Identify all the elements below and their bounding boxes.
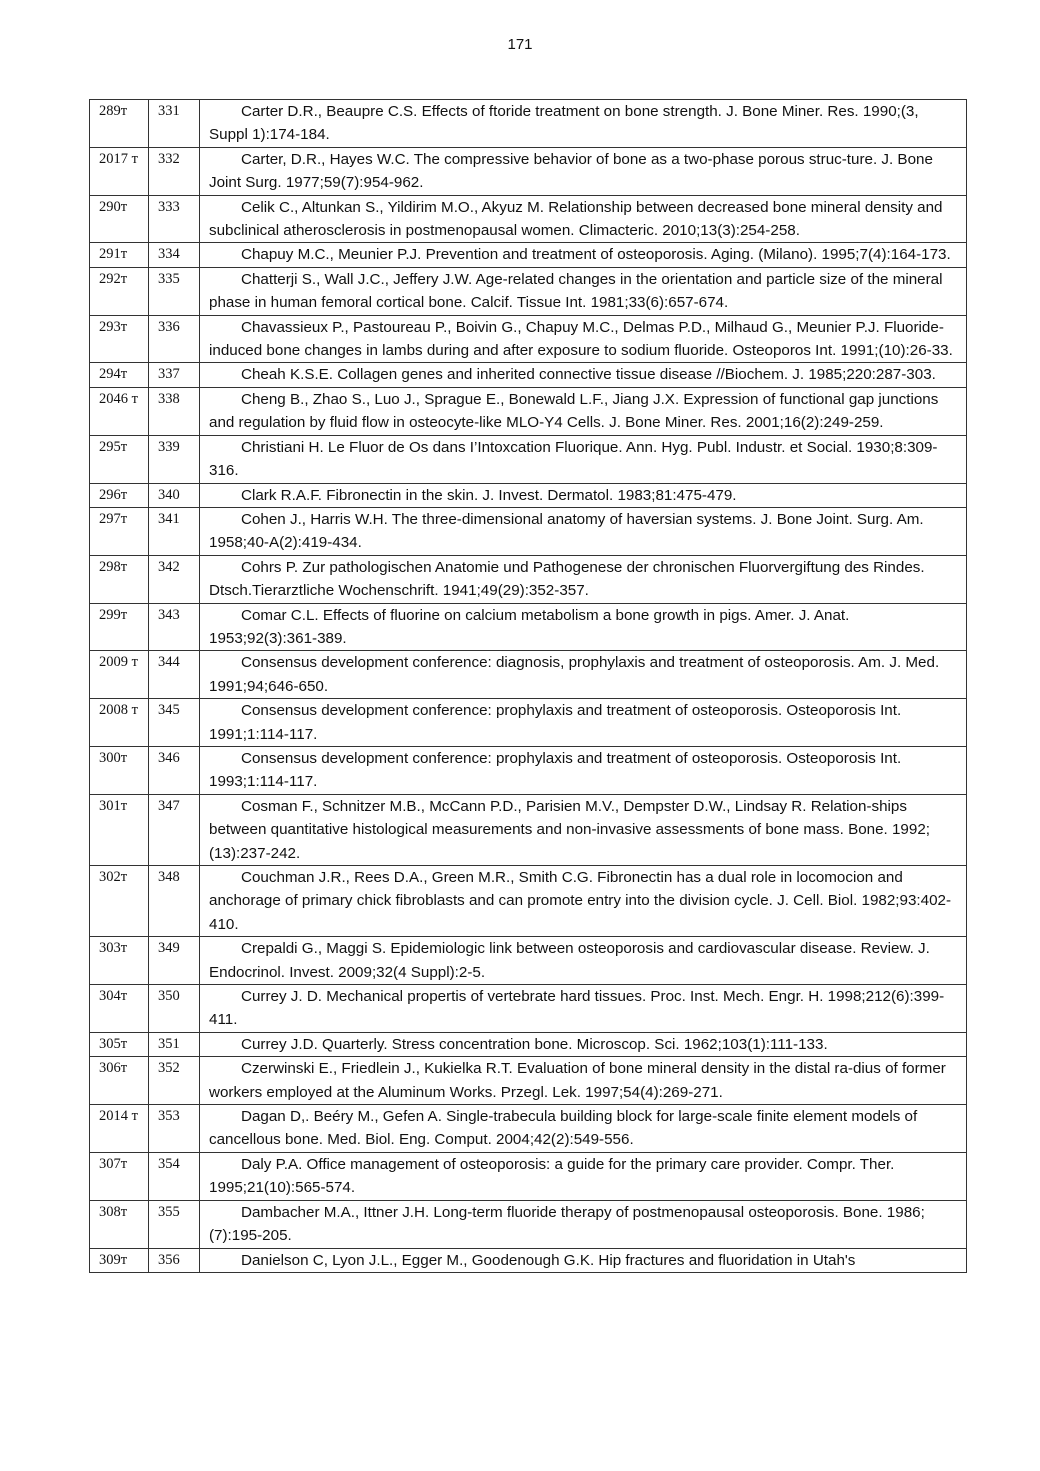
source-code: 305т bbox=[99, 1035, 128, 1052]
reference-number-cell bbox=[149, 937, 200, 985]
reference-text: Czerwinski E., Friedlein J., Kukielka R.T. Evaluation of bone mineral density in the distal ra-dius of former workers employed at the Aluminum Works. Przegl. Lek. 1997;54(4):269-271. bbox=[209, 1060, 946, 1101]
reference-number-cell bbox=[149, 483, 200, 507]
reference-number-cell bbox=[149, 603, 200, 651]
reference-text-cell bbox=[200, 603, 967, 651]
reference-number-cell bbox=[149, 651, 200, 699]
reference-number: 354 bbox=[158, 1155, 180, 1172]
reference-number: 333 bbox=[158, 198, 180, 215]
reference-text-cell bbox=[200, 387, 967, 435]
source-code-cell bbox=[90, 937, 149, 985]
reference-text: Cohen J., Harris W.H. The three-dimensional anatomy of haversian systems. J. Bone Joint. Surg. Am. 1958;40-A(2):419-434. bbox=[209, 510, 924, 552]
reference-number-cell bbox=[149, 363, 200, 387]
reference-text-cell bbox=[200, 746, 967, 794]
source-code: 308т bbox=[99, 1203, 128, 1220]
reference-text-cell bbox=[200, 985, 967, 1033]
reference-number: 342 bbox=[158, 558, 180, 575]
table-row bbox=[90, 483, 967, 507]
source-code-cell bbox=[90, 555, 149, 603]
reference-number: 340 bbox=[158, 486, 180, 503]
source-code-cell bbox=[90, 363, 149, 387]
reference-number: 346 bbox=[158, 749, 180, 766]
reference-number: 341 bbox=[158, 510, 180, 527]
reference-number-cell bbox=[149, 195, 200, 243]
reference-number-cell bbox=[149, 147, 200, 195]
reference-number-cell bbox=[149, 435, 200, 483]
reference-number-cell bbox=[149, 1105, 200, 1153]
reference-number-cell bbox=[149, 1057, 200, 1105]
reference-text: Daly P.A. Office management of osteoporosis: a guide for the primary care provider. Compr. Ther. 1995;21(10):565-574. bbox=[209, 1155, 895, 1197]
source-code-cell bbox=[90, 100, 149, 148]
reference-number-cell bbox=[149, 387, 200, 435]
source-code-cell bbox=[90, 1032, 149, 1056]
source-code-cell bbox=[90, 866, 149, 937]
reference-table bbox=[89, 99, 967, 1273]
reference-text-cell bbox=[200, 555, 967, 603]
reference-text-cell bbox=[200, 243, 967, 267]
table-row bbox=[90, 866, 967, 937]
reference-table-body bbox=[90, 100, 967, 1273]
reference-text-cell bbox=[200, 267, 967, 315]
source-code: 300т bbox=[99, 749, 128, 766]
source-code-cell bbox=[90, 195, 149, 243]
reference-text-cell bbox=[200, 147, 967, 195]
reference-number: 337 bbox=[158, 366, 180, 383]
reference-number: 351 bbox=[158, 1035, 180, 1052]
table-row bbox=[90, 507, 967, 555]
source-code-cell bbox=[90, 507, 149, 555]
source-code-cell bbox=[90, 1057, 149, 1105]
source-code: 298т bbox=[99, 558, 128, 575]
reference-text: Clark R.A.F. Fibronectin in the skin. J. Invest. Dermatol. 1983;81:475-479. bbox=[241, 486, 737, 504]
source-code-cell bbox=[90, 387, 149, 435]
reference-number-cell bbox=[149, 746, 200, 794]
source-code: 291т bbox=[99, 246, 128, 263]
reference-number-cell bbox=[149, 985, 200, 1033]
table-row bbox=[90, 387, 967, 435]
reference-text: Cheah K.S.E. Collagen genes and inherited connective tissue disease //Biochem. J. 1985;220:287-303. bbox=[241, 366, 936, 384]
source-code-cell bbox=[90, 243, 149, 267]
reference-number: 344 bbox=[158, 654, 180, 671]
source-code-cell bbox=[90, 651, 149, 699]
source-code: 306т bbox=[99, 1060, 128, 1077]
reference-text: Dagan D,. Beéry M., Gefen A. Single-trabecula building block for large-scale finite element models of cancellous bone. Med. Biol. Eng. Comput. 2004;42(2):549-556. bbox=[209, 1108, 918, 1149]
reference-text-cell bbox=[200, 866, 967, 937]
table-row bbox=[90, 1057, 967, 1105]
reference-text: Currey J.D. Quarterly. Stress concentration bone. Microscop. Sci. 1962;103(1):111-133. bbox=[241, 1035, 828, 1053]
source-code-cell bbox=[90, 1152, 149, 1200]
reference-text: Cosman F., Schnitzer M.B., McCann P.D., Parisien M.V., Dempster D.W., Lindsay R. Relation-ships between quantitative histological measurements and non-invasive assessments of bone mass. Bone. 1992;(13):237-242. bbox=[209, 797, 930, 862]
table-row bbox=[90, 1248, 967, 1272]
reference-text: Chapuy M.C., Meunier P.J. Prevention and treatment of osteoporosis. Aging. (Milano). 1995;7(4):164-173. bbox=[241, 246, 951, 264]
table-row bbox=[90, 985, 967, 1033]
source-code: 292т bbox=[99, 270, 128, 287]
table-row bbox=[90, 651, 967, 699]
reference-text-cell bbox=[200, 794, 967, 865]
source-code: 289т bbox=[99, 103, 128, 119]
reference-text: Danielson C, Lyon J.L., Egger M., Goodenough G.K. Hip fractures and fluoridation in Utah's bbox=[241, 1251, 856, 1269]
source-code: 2009 т bbox=[99, 654, 138, 671]
reference-number: 350 bbox=[158, 988, 180, 1005]
reference-text: Celik C., Altunkan S., Yildirim M.O., Akyuz M. Relationship between decreased bone mineral density and subclinical atherosclerosis in postmenopausal women. Climacteric. 2010;13(3):254-258. bbox=[209, 198, 943, 240]
reference-text-cell bbox=[200, 1057, 967, 1105]
reference-number: 336 bbox=[158, 318, 180, 335]
reference-text: Consensus development conference: diagnosis, prophylaxis and treatment of osteoporosis. Am. J. Med. 1991;94;646-650. bbox=[209, 654, 940, 695]
table-row bbox=[90, 435, 967, 483]
source-code-cell bbox=[90, 1248, 149, 1272]
reference-number: 334 bbox=[158, 246, 180, 263]
reference-number: 353 bbox=[158, 1108, 180, 1125]
reference-text-cell bbox=[200, 651, 967, 699]
reference-number-cell bbox=[149, 315, 200, 363]
reference-text-cell bbox=[200, 1152, 967, 1200]
reference-number-cell bbox=[149, 243, 200, 267]
reference-text-cell bbox=[200, 315, 967, 363]
reference-number-cell bbox=[149, 267, 200, 315]
reference-text: Dambacher M.A., Ittner J.H. Long-term fluoride therapy of postmenopausal osteoporosis. Bone. 1986;(7):195-205. bbox=[209, 1203, 925, 1245]
table-row bbox=[90, 937, 967, 985]
reference-text: Consensus development conference: prophylaxis and treatment of osteoporosis. Osteoporosis Int. 1993;1:114-117. bbox=[209, 749, 902, 791]
source-code: 304т bbox=[99, 988, 128, 1005]
source-code-cell bbox=[90, 483, 149, 507]
table-row bbox=[90, 1200, 967, 1248]
source-code-cell bbox=[90, 147, 149, 195]
source-code-cell bbox=[90, 315, 149, 363]
source-code-cell bbox=[90, 985, 149, 1033]
source-code: 307т bbox=[99, 1155, 128, 1172]
reference-text-cell bbox=[200, 363, 967, 387]
reference-text-cell bbox=[200, 195, 967, 243]
reference-number-cell bbox=[149, 100, 200, 148]
reference-text: Couchman J.R., Rees D.A., Green M.R., Smith C.G. Fibronectin has a dual role in locomocion and anchorage of primary chick fibroblasts and can promote entry into the division cycle. J. Cell. Biol. 1982;93:402-410. bbox=[209, 869, 952, 933]
table-row bbox=[90, 315, 967, 363]
reference-number-cell bbox=[149, 1200, 200, 1248]
source-code-cell bbox=[90, 267, 149, 315]
table-row bbox=[90, 1032, 967, 1056]
reference-number-cell bbox=[149, 699, 200, 747]
reference-text: Chatterji S., Wall J.C., Jeffery J.W. Age-related changes in the orientation and particle size of the mineral phase in human femoral cortical bone. Calcif. Tissue Int. 1981;33(6):657-674. bbox=[209, 270, 943, 312]
table-row bbox=[90, 555, 967, 603]
source-code: 2046 т bbox=[99, 390, 138, 407]
reference-text: Carter D.R., Beaupre C.S. Effects of ftoride treatment on bone strength. J. Bone Miner. Res. 1990;(3, Suppl 1):174-184. bbox=[209, 103, 919, 144]
source-code: 299т bbox=[99, 606, 128, 623]
reference-number-cell bbox=[149, 555, 200, 603]
reference-text-cell bbox=[200, 507, 967, 555]
table-row bbox=[90, 794, 967, 865]
reference-number: 345 bbox=[158, 702, 180, 719]
source-code: 295т bbox=[99, 438, 128, 455]
source-code: 301т bbox=[99, 797, 128, 814]
table-row bbox=[90, 603, 967, 651]
source-code: 296т bbox=[99, 486, 128, 503]
table-row bbox=[90, 746, 967, 794]
reference-text-cell bbox=[200, 937, 967, 985]
reference-text-cell bbox=[200, 1032, 967, 1056]
table-row bbox=[90, 100, 967, 148]
table-row bbox=[90, 699, 967, 747]
reference-number-cell bbox=[149, 1248, 200, 1272]
page-number: 171 bbox=[507, 36, 533, 53]
reference-text: Carter, D.R., Hayes W.C. The compressive behavior of bone as a two-phase porous struc-ture. J. Bone Joint Surg. 1977;59(7):954-962. bbox=[209, 150, 933, 192]
source-code: 290т bbox=[99, 198, 128, 215]
reference-text-cell bbox=[200, 100, 967, 148]
reference-number-cell bbox=[149, 866, 200, 937]
reference-number: 349 bbox=[158, 940, 180, 957]
reference-text: Cheng B., Zhao S., Luo J., Sprague E., Bonewald L.F., Jiang J.X. Expression of functional gap junctions and regulation by fluid flow in osteocyte-like MLO-Y4 Cells. J. Bone Miner. Res. 2001;16(2):249-259. bbox=[209, 390, 939, 432]
reference-text: Consensus development conference: prophylaxis and treatment of osteoporosis. Osteoporosis Int. 1991;1:114-117. bbox=[209, 702, 902, 743]
reference-text: Cohrs P. Zur pathologischen Anatomie und Pathogenese der chronischen Fluorvergiftung des Rindes. Dtsch.Tierarztliche Wochenschrift. 1941;49(29):352-357. bbox=[209, 558, 925, 600]
table-row bbox=[90, 1105, 967, 1153]
reference-text: Currey J. D. Mechanical propertis of vertebrate hard tissues. Proc. Inst. Mech. Engr. H. 1998;212(6):399-411. bbox=[209, 988, 945, 1029]
source-code: 293т bbox=[99, 318, 128, 335]
reference-number: 335 bbox=[158, 270, 180, 287]
reference-number: 348 bbox=[158, 869, 180, 885]
source-code: 309т bbox=[99, 1251, 128, 1268]
source-code-cell bbox=[90, 435, 149, 483]
reference-number-cell bbox=[149, 794, 200, 865]
reference-text-cell bbox=[200, 1200, 967, 1248]
source-code-cell bbox=[90, 603, 149, 651]
reference-text-cell bbox=[200, 1105, 967, 1153]
reference-number: 332 bbox=[158, 150, 180, 167]
reference-text: Crepaldi G., Maggi S. Epidemiologic link between osteoporosis and cardiovascular disease. Review. J. Endocrinol. Invest. 2009;32(4 Suppl):2-5. bbox=[209, 940, 930, 981]
reference-number: 338 bbox=[158, 390, 180, 407]
source-code-cell bbox=[90, 1200, 149, 1248]
reference-text: Christiani H. Le Fluor de Os dans I’Intoxcation Fluorique. Ann. Hyg. Publ. Industr. et Social. 1930;8:309-316. bbox=[209, 438, 938, 480]
reference-number: 331 bbox=[158, 103, 180, 119]
reference-text-cell bbox=[200, 1248, 967, 1272]
source-code: 2008 т bbox=[99, 702, 138, 719]
source-code-cell bbox=[90, 746, 149, 794]
reference-number: 343 bbox=[158, 606, 180, 623]
source-code: 294т bbox=[99, 366, 128, 383]
reference-number-cell bbox=[149, 1152, 200, 1200]
reference-number: 356 bbox=[158, 1251, 180, 1268]
reference-number: 352 bbox=[158, 1060, 180, 1077]
source-code-cell bbox=[90, 794, 149, 865]
reference-text-cell bbox=[200, 435, 967, 483]
reference-number-cell bbox=[149, 507, 200, 555]
reference-text: Comar C.L. Effects of fluorine on calcium metabolism a bone growth in pigs. Amer. J. Anat. 1953;92(3):361-389. bbox=[209, 606, 850, 647]
reference-text-cell bbox=[200, 699, 967, 747]
source-code-cell bbox=[90, 699, 149, 747]
source-code: 303т bbox=[99, 940, 128, 957]
table-row bbox=[90, 267, 967, 315]
table-row bbox=[90, 243, 967, 267]
source-code: 2017 т bbox=[99, 150, 138, 167]
table-row bbox=[90, 1152, 967, 1200]
source-code: 2014 т bbox=[99, 1108, 138, 1125]
table-row bbox=[90, 363, 967, 387]
reference-number: 355 bbox=[158, 1203, 180, 1220]
source-code-cell bbox=[90, 1105, 149, 1153]
reference-number: 339 bbox=[158, 438, 180, 455]
source-code: 302т bbox=[99, 869, 128, 885]
reference-text: Chavassieux P., Pastoureau P., Boivin G., Chapuy M.C., Delmas P.D., Milhaud G., Meunier P.J. Fluoride-induced bone changes in lambs during and after exposure to sodium fluoride. Osteoporos Int. 1991;(10):26-33. bbox=[209, 318, 953, 360]
table-row bbox=[90, 195, 967, 243]
reference-number-cell bbox=[149, 1032, 200, 1056]
reference-text-cell bbox=[200, 483, 967, 507]
table-row bbox=[90, 147, 967, 195]
source-code: 297т bbox=[99, 510, 128, 527]
reference-number: 347 bbox=[158, 797, 180, 814]
